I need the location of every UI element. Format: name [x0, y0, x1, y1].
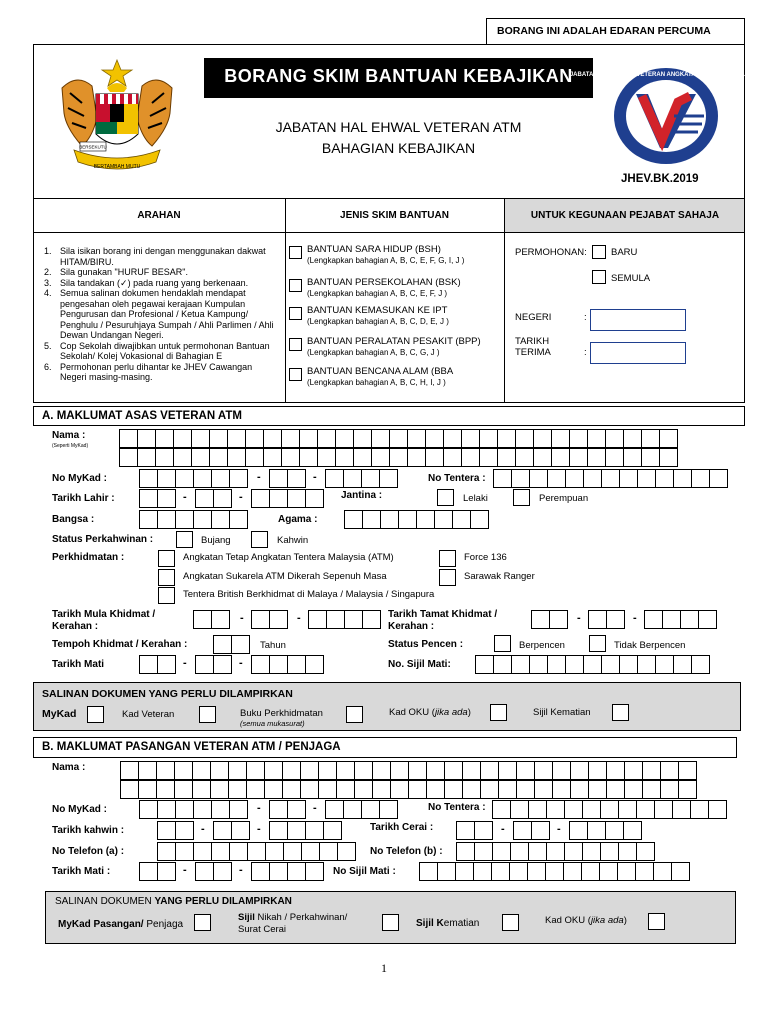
tarikh-mati-month[interactable]	[195, 655, 231, 674]
mykad-grid-2[interactable]	[269, 469, 305, 488]
docs-a-mykad-checkbox[interactable]	[87, 706, 104, 723]
pasangan-mykad-dash-2: -	[313, 802, 317, 814]
tentera-label: No Tentera :	[428, 473, 486, 484]
mykad-dash-1: -	[257, 471, 261, 483]
instruction-item: 3. Sila tandakan (✓) pada ruang yang berkenaan.	[44, 277, 249, 288]
skim-bba[interactable]: BANTUAN BENCANA ALAM (BBA (Lengkapkan bahagian A, B, C, H, I, J )	[289, 366, 499, 390]
permohonan-label: PERMOHONAN:	[515, 247, 587, 258]
header-row-divider	[33, 232, 745, 233]
baru-label: BARU	[611, 247, 638, 258]
tarikh-mula-dash-2: -	[297, 612, 301, 624]
mykad-grid-1[interactable]	[139, 469, 247, 488]
jantina-label: Jantina :	[341, 490, 383, 501]
tarikh-mula-day[interactable]	[193, 610, 229, 629]
docs-b-oku-checkbox[interactable]	[648, 913, 665, 930]
pasangan-sijil-mati-grid[interactable]	[419, 862, 689, 881]
tarikh-kahwin-label: Tarikh kahwin :	[52, 825, 125, 836]
col-divider-1	[285, 198, 286, 403]
docs-a-buku-checkbox[interactable]	[346, 706, 363, 723]
status-pencen-label: Status Pencen :	[388, 639, 464, 650]
tarikh-kahwin-dash-1: -	[201, 823, 205, 835]
pasangan-nama-label: Nama :	[52, 762, 86, 773]
tarikh-mula-label-2: Kerahan :	[52, 621, 99, 632]
division-name: BAHAGIAN KEBAJIKAN	[321, 140, 476, 156]
tentera-grid[interactable]	[493, 469, 727, 488]
tarikh-terima-field[interactable]	[590, 342, 686, 364]
negeri-colon: :	[584, 312, 587, 323]
docs-a-veteran-checkbox[interactable]	[199, 706, 216, 723]
kahwin-label: Kahwin	[277, 535, 309, 546]
bujang-checkbox[interactable]	[176, 531, 193, 548]
docs-a-oku-label: Kad OKU (jika ada)	[389, 707, 471, 718]
tarikh-mati-year[interactable]	[251, 655, 323, 674]
tarikh-tamat-label-2: Kerahan :	[388, 621, 435, 632]
semula-checkbox[interactable]	[592, 270, 606, 284]
skim-bsk[interactable]: BANTUAN PERSEKOLAHAN (BSK) (Lengkapkan bahagian A, B, C, E, F, J )	[289, 277, 499, 301]
perk-british-label: Tentera British Berkhidmat di Malaya / Malaysia / Singapura	[183, 589, 435, 600]
perk-atm-checkbox[interactable]	[158, 550, 175, 567]
section-b-title: B. MAKLUMAT PASANGAN VETERAN ATM / PENJAGA	[33, 737, 737, 758]
tarikh-lahir-month[interactable]	[195, 489, 231, 508]
tempoh-khidmat-label: Tempoh Khidmat / Kerahan :	[52, 639, 188, 650]
docs-b-nikah-checkbox[interactable]	[382, 914, 399, 931]
bangsa-grid[interactable]	[139, 510, 247, 529]
pasangan-nama-grid-row1[interactable]	[120, 761, 696, 780]
mykad-grid-3[interactable]	[325, 469, 397, 488]
pasangan-nama-grid-row2[interactable]	[120, 780, 696, 799]
sarawak-ranger-checkbox[interactable]	[439, 569, 456, 586]
tarikh-cerai-dash-2: -	[557, 823, 561, 835]
crest-motto-left: BERSEKUTU	[79, 144, 107, 150]
pasangan-mykad-label: No MyKad :	[52, 804, 107, 815]
kahwin-checkbox[interactable]	[251, 531, 268, 548]
form-code: JHEV.BK.2019	[621, 173, 699, 185]
lelaki-label: Lelaki	[463, 493, 488, 504]
instruction-item: 4. Semua salinan dokumen hendaklah mendapat pengesahan oleh pegawai kerajaan Kumpulan Pengurusan dan Profesional / Ketua Kampung/ Penghulu / Pesuruhjaya Sumpah / Ahli Parlimen / Ahli Dewan Undangan Negeri.	[44, 288, 274, 340]
tahun-label: Tahun	[260, 640, 286, 651]
bangsa-label: Bangsa :	[52, 514, 95, 525]
perkhidmatan-label: Perkhidmatan :	[52, 552, 125, 563]
tidak-berpencen-label: Tidak Berpencen	[614, 640, 686, 651]
pasangan-mykad-grid-2[interactable]	[269, 800, 305, 819]
skim-ipt-checkbox[interactable]	[289, 307, 302, 320]
tarikh-tamat-dash-1: -	[577, 612, 581, 624]
force-136-checkbox[interactable]	[439, 550, 456, 567]
tarikh-cerai-day[interactable]	[456, 821, 492, 840]
status-perkahwinan-label: Status Perkahwinan :	[52, 534, 154, 545]
tarikh-cerai-month[interactable]	[513, 821, 549, 840]
docs-a-title: SALINAN DOKUMEN YANG PERLU DILAMPIRKAN	[42, 688, 293, 700]
instruction-item: 6. Permohonan perlu dihantar ke JHEV Cawangan Negeri masing-masing.	[44, 361, 253, 382]
telefon-a-grid[interactable]	[157, 842, 355, 861]
skim-bsh-checkbox[interactable]	[289, 246, 302, 259]
tarikh-cerai-dash-1: -	[501, 823, 505, 835]
pejabat-header: UNTUK KEGUNAAN PEJABAT SAHAJA	[530, 210, 720, 221]
section-a-title: A. MAKLUMAT ASAS VETERAN ATM	[33, 406, 745, 426]
tarikh-lahir-year[interactable]	[251, 489, 323, 508]
sijil-mati-label: No. Sijil Mati:	[388, 659, 451, 670]
tarikh-lahir-dash-2: -	[239, 491, 243, 503]
tarikh-cerai-year[interactable]	[569, 821, 641, 840]
nama-label: Nama :	[52, 430, 86, 441]
pasangan-tarikh-mati-month[interactable]	[195, 862, 231, 881]
perempuan-checkbox[interactable]	[513, 489, 530, 506]
tarikh-tamat-day[interactable]	[531, 610, 567, 629]
sijil-mati-grid[interactable]	[475, 655, 709, 674]
tarikh-mula-label-1: Tarikh Mula Khidmat /	[52, 609, 156, 620]
lelaki-checkbox[interactable]	[437, 489, 454, 506]
tarikh-lahir-day[interactable]	[139, 489, 175, 508]
nama-note: (Seperti MyKad)	[52, 443, 89, 449]
skim-bsh[interactable]: BANTUAN SARA HIDUP (BSH) (Lengkapkan bahagian A, B, C, E, F, G, I, J )	[289, 244, 499, 268]
tarikh-kahwin-day[interactable]	[157, 821, 193, 840]
perk-atm-label: Angkatan Tetap Angkatan Tentera Malaysia (ATM)	[183, 552, 394, 563]
nama-grid-row2[interactable]	[119, 448, 677, 467]
semula-label: SEMULA	[611, 273, 651, 284]
telefon-a-label: No Telefon (a) :	[52, 846, 125, 857]
tarikh-mati-dash-1: -	[183, 657, 187, 669]
docs-a-buku-note: (semua mukasurat)	[240, 719, 305, 728]
docs-b-kematian-checkbox[interactable]	[502, 914, 519, 931]
docs-b-kematian-label: Sijil Kematian	[416, 918, 480, 929]
mykad-label: No MyKad :	[52, 473, 107, 484]
perempuan-label: Perempuan	[539, 493, 589, 504]
tarikh-mula-dash-1: -	[240, 612, 244, 624]
pasangan-tentera-grid[interactable]	[492, 800, 726, 819]
docs-a-kematian-checkbox[interactable]	[612, 704, 629, 721]
crest-motto: BERTAMBAH MUTU	[93, 164, 141, 170]
agama-grid[interactable]	[344, 510, 488, 529]
jhev-veteran-logo	[569, 66, 763, 166]
jenis-header: JENIS SKIM BANTUAN	[340, 210, 449, 221]
tarikh-terima-label-1: TARIKH	[515, 336, 550, 347]
docs-b-nikah-label: Sijil Nikah / Perkahwinan/	[238, 912, 348, 923]
docs-b-nikah-label-2: Surat Cerai	[238, 924, 287, 935]
arahan-header: ARAHAN	[137, 210, 181, 221]
pasangan-mykad-grid-1[interactable]	[139, 800, 247, 819]
force-136-label: Force 136	[464, 552, 507, 563]
pasangan-tarikh-mati-dash-1: -	[183, 864, 187, 876]
tarikh-mati-day[interactable]	[139, 655, 175, 674]
agama-label: Agama :	[278, 514, 318, 525]
tarikh-mula-year[interactable]	[308, 610, 380, 629]
berpencen-checkbox[interactable]	[494, 635, 511, 652]
instruction-item: 5. Cop Sekolah diwajibkan untuk permohonan Bantuan Sekolah/ Kolej Vokasional di Bahagian E	[44, 340, 270, 361]
berpencen-label: Berpencen	[519, 640, 565, 651]
tempoh-grid[interactable]	[213, 635, 249, 654]
negeri-label: NEGERI	[515, 312, 552, 323]
tarikh-cerai-label: Tarikh Cerai :	[370, 822, 434, 833]
tarikh-tamat-label-1: Tarikh Tamat Khidmat /	[388, 609, 498, 620]
perk-sukarela-label: Angkatan Sukarela ATM Dikerah Sepenuh Masa	[183, 571, 387, 582]
skim-ipt[interactable]: BANTUAN KEMASUKAN KE IPT (Lengkapkan bahagian A, B, C, D, E, J )	[289, 305, 499, 329]
pasangan-tarikh-mati-label: Tarikh Mati :	[52, 866, 111, 877]
malaysia-coat-of-arms	[52, 58, 182, 180]
tarikh-tamat-dash-2: -	[633, 612, 637, 624]
pasangan-tarikh-mati-dash-2: -	[239, 864, 243, 876]
skim-bsk-checkbox[interactable]	[289, 279, 302, 292]
page-number: 1	[381, 961, 387, 975]
nama-grid-row1[interactable]	[119, 429, 677, 448]
pasangan-tentera-label: No Tentera :	[428, 802, 486, 813]
perk-sukarela-checkbox[interactable]	[158, 569, 175, 586]
baru-checkbox[interactable]	[592, 245, 606, 259]
sarawak-ranger-label: Sarawak Ranger	[464, 571, 535, 582]
tarikh-tamat-month[interactable]	[588, 610, 624, 629]
tidak-berpencen-checkbox[interactable]	[589, 635, 606, 652]
tarikh-kahwin-month[interactable]	[213, 821, 249, 840]
negeri-field[interactable]	[590, 309, 686, 331]
form-title: BORANG SKIM BANTUAN KEBAJIKAN	[224, 66, 573, 86]
tarikh-mati-label: Tarikh Mati	[52, 659, 105, 670]
skim-bpp[interactable]: BANTUAN PERALATAN PESAKIT (BPP) (Lengkapkan bahagian A, B, C, G, J )	[289, 336, 499, 360]
perk-british-checkbox[interactable]	[158, 587, 175, 604]
tarikh-terima-label-2: TERIMA	[515, 347, 551, 358]
docs-a-kematian-label: Sijil Kematian	[533, 707, 591, 718]
docs-b-oku-label: Kad OKU (jika ada)	[545, 915, 627, 926]
docs-a-mykad-label: MyKad	[42, 708, 77, 720]
tarikh-lahir-label: Tarikh Lahir :	[52, 493, 115, 504]
docs-a-veteran-label: Kad Veteran	[122, 709, 175, 720]
telefon-b-label: No Telefon (b) :	[370, 846, 443, 857]
instruction-item: 1. Sila isikan borang ini dengan menggunakan dakwat HITAM/BIRU.	[44, 246, 266, 267]
bujang-label: Bujang	[201, 535, 231, 546]
tarikh-mati-dash-2: -	[239, 657, 243, 669]
skim-bba-checkbox[interactable]	[289, 368, 302, 381]
pasangan-mykad-grid-3[interactable]	[325, 800, 397, 819]
free-distribution-text: BORANG INI ADALAH EDARAN PERCUMA	[497, 25, 711, 37]
instructions-list	[44, 246, 280, 383]
docs-a-oku-checkbox[interactable]	[490, 704, 507, 721]
docs-b-mykad-label: MyKad Pasangan/ Penjaga	[58, 919, 184, 930]
mykad-dash-2: -	[313, 471, 317, 483]
pasangan-tarikh-mati-year[interactable]	[251, 862, 323, 881]
docs-b-title: SALINAN DOKUMEN YANG PERLU DILAMPIRKAN	[55, 896, 292, 907]
telefon-b-grid[interactable]	[456, 842, 654, 861]
department-name: JABATAN HAL EHWAL VETERAN ATM	[275, 119, 522, 135]
tarikh-colon: :	[584, 347, 587, 358]
logo-ring-text: JABATAN HAL EHWAL VETERAN ANGKATAN TENTERA MALAYSIA	[569, 72, 763, 78]
tarikh-kahwin-dash-2: -	[257, 823, 261, 835]
instruction-item: 2. Sila gunakan "HURUF BESAR".	[44, 267, 188, 277]
tarikh-mula-month[interactable]	[251, 610, 287, 629]
docs-b-mykad-checkbox[interactable]	[194, 914, 211, 931]
pasangan-tarikh-mati-day[interactable]	[139, 862, 175, 881]
pasangan-sijil-mati-label: No Sijil Mati :	[333, 866, 396, 877]
tarikh-lahir-dash-1: -	[183, 491, 187, 503]
tarikh-tamat-year[interactable]	[644, 610, 716, 629]
skim-bpp-checkbox[interactable]	[289, 338, 302, 351]
pasangan-mykad-dash-1: -	[257, 802, 261, 814]
docs-a-buku-label: Buku Perkhidmatan	[240, 708, 323, 719]
tarikh-kahwin-year[interactable]	[269, 821, 341, 840]
